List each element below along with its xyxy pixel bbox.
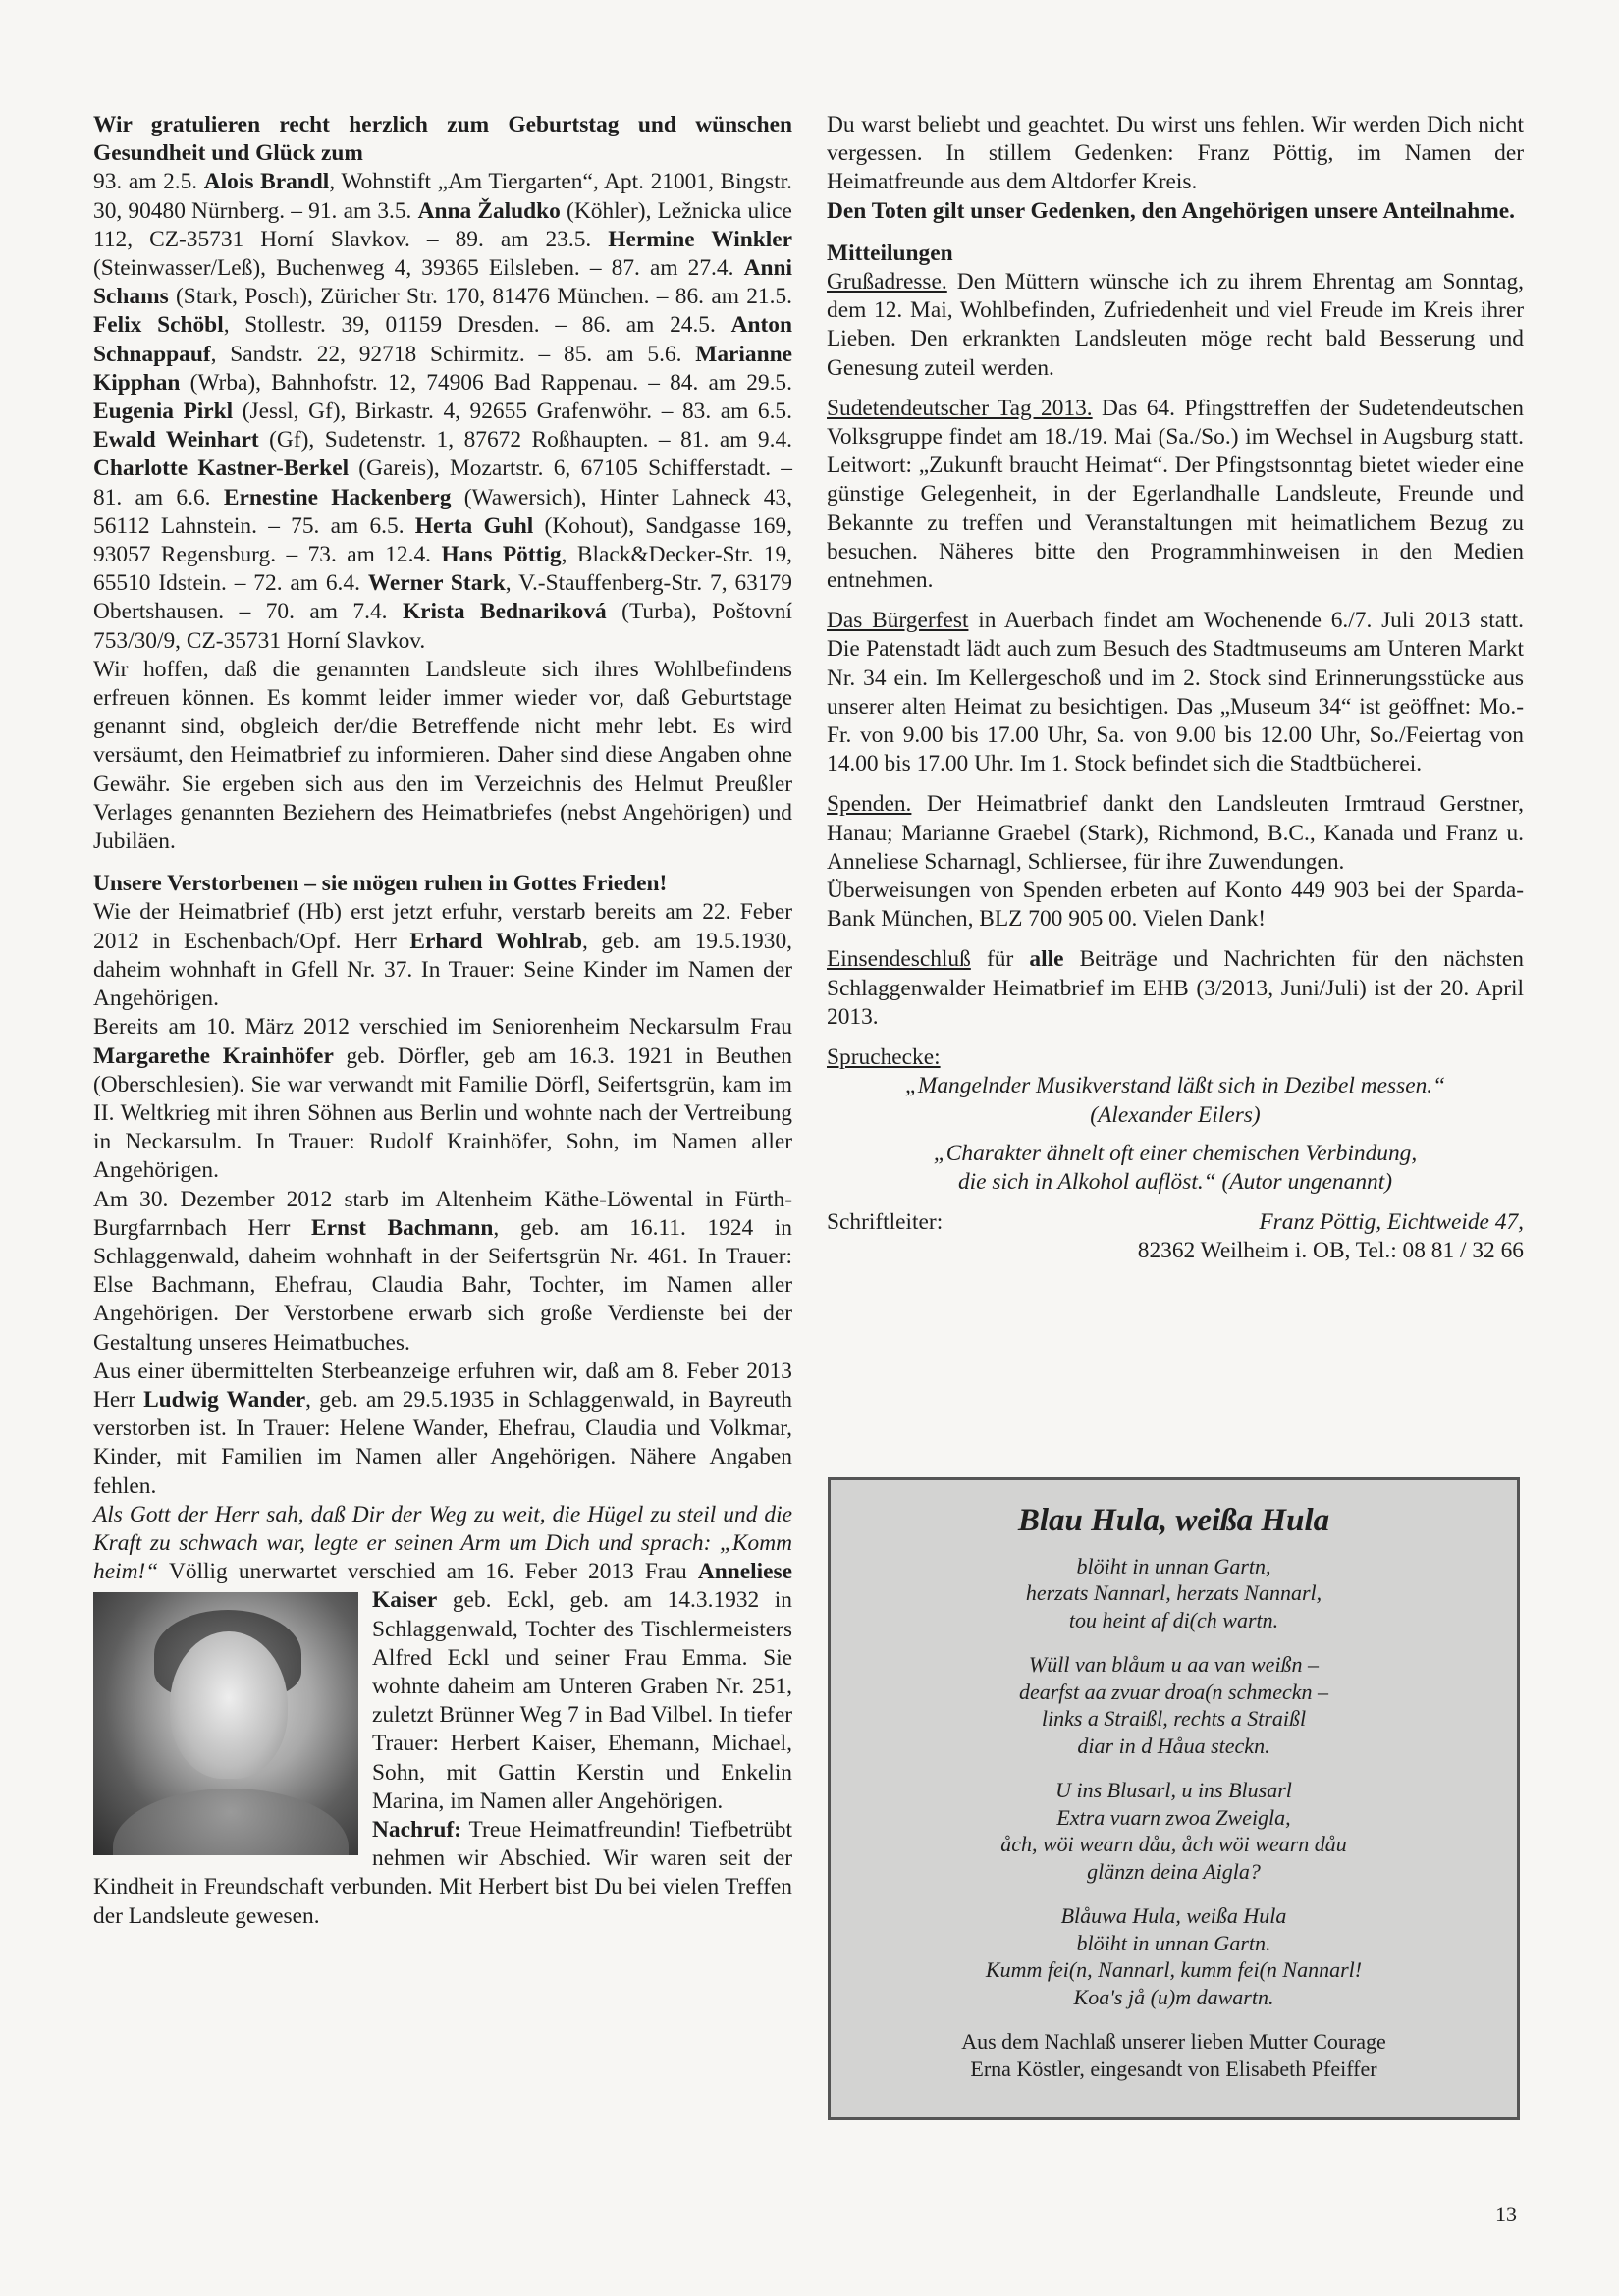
poem-stanzas [831,1553,1517,2011]
poem-line: Extra vuarn zwoa Zweigla, [1056,1804,1291,1830]
poem-footer-1: Aus dem Nachlaß unserer lieben Mutter Courage [961,2029,1386,2054]
poem-line: glänzn deina Aigla? [1087,1858,1261,1884]
deceased-heading: Unsere Verstorbenen – sie mögen ruhen in Gottes Frieden! [93,871,668,897]
poem-line: U ins Blusarl, u ins Blusarl [1055,1778,1292,1802]
quote-music: „Mangelnder Musikverstand läßt sich in Dezibel messen.“ [904,1073,1446,1099]
poem-line: blöiht in unnan Gartn. [1076,1930,1271,1955]
poem-stanza [831,1902,1517,2010]
poem-box [828,1477,1520,2120]
birthday-note: Wir hoffen, daß die genannten Landsleute sich ihres Wohlbefindens erfreuen können. Es kommt leider immer wieder vor, daß Geburtstage genannt sind, obgleich der/die Betreffende nicht mehr lebt. Es wird versäumt, den Heimatbrief zu informieren. Daher sind diese Angaben ohne Gewähr. Sie ergeben sich aus den im Verzeichnis des Helmut Preußler Verlages genannten Beziehern des Heimatbriefes (nebst Angehörigen) und Jubiläen. [93,656,792,855]
poem-title: Blau Hula, weißa Hula [1017,1503,1330,1538]
poem-stanza [831,1777,1517,1885]
poem-stanza [831,1651,1517,1759]
poem-line: tou heint af di(ch wartn. [1068,1607,1279,1632]
poem-line: blöiht in unnan Gartn, [1076,1553,1271,1578]
page-number: 13 [1495,2202,1517,2226]
editor-name: Franz Pöttig, Eichtweide 47, [1259,1209,1524,1236]
birthday-entry: 81. am 6.6. Ernestine Hackenberg (Wawersich), Hinter Lahneck 43, 56112 Lahnstein. – [93,484,792,539]
birthday-entry: 70. am 7.4. Krista Bednariková (Turba), Poštovní 753/30/9, CZ-35731 Horní Slavkov. [93,599,792,654]
obituary-wohlrab: Wie der Heimatbrief (Hb) erst jetzt erfuhr, verstarb bereits am 22. Feber 2012 in Eschenbach/Opf. Herr Erhard Wohlrab, geb. am 19.5.1930, daheim wohnhaft in Gfell Nr. 37. In Trauer: Seine Kinder im Namen der Angehörigen. [93,899,792,1012]
birthday-entry: 89. am 23.5. Hermine Winkler (Steinwasser/Leß), Buchenweg 4, 39365 Eilsleben. – [93,226,792,282]
birthday-entry: 83. am 6.5. Ewald Weinhart (Gf), Sudetenstr. 1, 87672 Roßhaupten. – [93,399,792,454]
poem-line: Blåuwa Hula, weißa Hula [1060,1903,1287,1928]
poem-stanza [831,1553,1517,1634]
editor-line [827,1208,1524,1237]
poem-line: diar in d Håua steckn. [1077,1733,1270,1758]
editor-label: Schriftleiter: [827,1209,944,1236]
einsendeschluss: Einsendeschluß für alle Beiträge und Nachrichten für den nächsten Schlaggenwalder Heimatbrief im EHB (3/2013, Juni/Juli) ist der 20. April 2013. [827,946,1524,1030]
birthday-entry: 73. am 12.4. Hans Pöttig, Black&Decker-Str. 19, 65510 Idstein. – [93,542,792,597]
birthday-list [93,168,792,655]
birthday-entry: 93. am 2.5. Alois Brandl, Wohnstift „Am Tiergarten“, Apt. 21001, Bingstr. 30, 90480 Nürnberg. – [93,169,792,224]
mitteilungen-heading: Mitteilungen [827,240,953,266]
quote-music-author: (Alexander Eilers) [1090,1101,1261,1128]
poem-line: Wüll van blåum u aa van weißn – [1028,1652,1320,1677]
birthday-intro: Wir gratulieren recht herzlich zum Geburtstag und wünschen Gesundheit und Glück zum [93,112,792,167]
poem-line: Koa's jå (u)m dawartn. [1073,1984,1274,2009]
spruchecke-label: Spruchecke: [827,1044,941,1071]
right-column [827,111,1524,1266]
spenden: Spenden. Der Heimatbrief dankt den Landsleuten Irmtraud Gerstner, Hanau; Marianne Graebel (Stark), Richmond, B.C., Kanada und Franz u. Anneliese Scharnagl, Schliersee, für ihre Zuwendungen. [827,791,1524,875]
birthday-entry: 86. am 24.5. Anton Schnappauf, Sandstr. 22, 92718 Schirmitz. – [93,312,792,367]
poem-line: åch, wöi wearn dåu, åch wöi wearn dåu [1000,1832,1347,1856]
condolence-line: Den Toten gilt unser Gedenken, den Angehörigen unsere Anteilnahme. [827,197,1515,224]
grussadresse: Grußadresse. Den Müttern wünsche ich zu ihrem Ehrentag am Sonntag, dem 12. Mai, Wohlbefinden, Zufriedenheit und viel Freude im Kreis ihrer Lieben. Den erkrankten Landsleuten möge recht bald Besserung und Genesung zuteil werden. [827,269,1524,381]
obituary-bachmann: Am 30. Dezember 2012 starb im Altenheim Käthe-Löwental in Fürth-Burgfarrnbach Herr Ernst Bachmann, geb. am 16.11. 1924 in Schlaggenwald, daheim wohnhaft in der Seifertsgrün Nr. 461. In Trauer: Else Bachmann, Ehefrau, Claudia Bahr, Tochter, im Namen aller Angehörigen. Der Verstorbene erwarb sich große Verdienste bei der Gestaltung unseres Heimatbuches. [93,1186,792,1356]
birthday-entry: 87. am 27.4. Anni Schams (Stark, Posch), Züricher Str. 170, 81476 München. – [93,255,792,310]
ueberweisung: Überweisungen von Spenden erbeten auf Konto 449 903 bei der Sparda-Bank München, BLZ 700 905 00. Vielen Dank! [827,878,1524,933]
poem-line: dearfst aa zvuar droa(n schmeckn – [1018,1679,1329,1704]
sudetendeutscher-tag: Sudetendeutscher Tag 2013. Das 64. Pfingsttreffen der Sudetendeutschen Volksgruppe findet am 18./19. Mai (Sa./So.) im Wechsel in Augsburg statt. Leitwort: „Zukunft braucht Heimat“. Der Pfingstsonntag bietet wieder eine günstige Gelegenheit, in der Egerlandhalle Landsleute, Freunde und Bekannte zu treffen und Veranstaltungen mit heimatlichem Bezug zu besuchen. Näheres bitte den Programmhinweisen in den Medien entnehmen. [827,395,1524,594]
birthday-entry: 72. am 6.4. Werner Stark, V.-Stauffenberg-Str. 7, 63179 Obertshausen. – [93,570,792,625]
poem-footer-2: Erna Köstler, eingesandt von Elisabeth Pfeiffer [970,2056,1377,2081]
editor-address: 82362 Weilheim i. OB, Tel.: 08 81 / 32 66 [1137,1238,1524,1264]
obituary-kaiser: Als Gott der Herr sah, daß Dir der Weg zu weit, die Hügel zu steil und die Kraft zu schwach war, legte er seinen Arm um Dich und sprach: „Komm heim!“ Völlig unerwartet verschied am 16. Feber 2013 Frau Anneliese Kaiser geb. Eckl, geb. am 14.3.1932 in Schlaggenwald, Tochter des Tischlermeisters Alfred Eckl und seiner Frau Emma. Sie wohnte daheim am Unteren Graben Nr. 251, zuletzt Brünner Weg 7 in Bad Vilbel. In tiefer Trauer: Herbert Kaiser, Ehemann, Michael, Sohn, mit Gattin Kerstin und Enkelin Marina, im Namen aller Angehörigen. [93,1501,792,1816]
nachruf-continued: Du warst beliebt und geachtet. Du wirst uns fehlen. Wir werden Dich nicht vergessen. In stillem Gedenken: Franz Pöttig, im Namen der Heimatfreunde aus dem Altdorfer Kreis. [827,112,1524,195]
nachruf: Nachruf: Treue Heimatfreundin! Tiefbetrübt nehmen wir Abschied. Wir waren seit der Kindheit in Freundschaft verbunden. Mit Herbert bist Du bei vielen Treffen der Landsleute gewesen. [93,1816,792,1929]
birthday-entry: 91. am 3.5. Anna Žaludko (Köhler), Ležnicka ulice 112, CZ-35731 Horní Slavkov. – [93,197,792,252]
birthday-entry: 81. am 9.4. Charlotte Kastner-Berkel (Gareis), Mozartstr. 6, 67105 Schifferstadt. – [93,427,792,482]
poem-line: herzats Nannarl, herzats Nannarl, [1025,1580,1322,1605]
poem-line: Kumm fei(n, Nannarl, kumm fei(n Nannarl! [985,1957,1363,1982]
poem-line: links a Straißl, rechts a Straißl [1041,1706,1307,1731]
quote-character-1: „Charakter ähnelt oft einer chemischen Verbindung, [933,1140,1418,1166]
obituary-krainhoefer: Bereits am 10. März 2012 verschied im Seniorenheim Neckarsulm Frau Margarethe Krainhöfer geb. Dörfler, geb am 16.3. 1921 in Beuthen (Oberschlesien). Sie war verwandt mit Familie Dörfl, Seifertsgrün, kam im II. Weltkrieg mit ihren Söhnen aus Berlin und wohnte nach der Vertreibung in Neckarsulm. In Trauer: Rudolf Krainhöfer, Sohn, im Namen aller Angehörigen. [93,1014,793,1184]
buergerfest: Das Bürgerfest in Auerbach findet am Wochenende 6./7. Juli 2013 statt. Die Patenstadt lädt auch zum Besuch des Stadtmuseums am Unteren Markt Nr. 34 ein. Im Kellergeschoß und im 2. Stock sind Erinnerungsstücke aus unserer alten Heimat zu besichtigen. Das „Museum 34“ ist geöffnet: Mo.-Fr. von 9.00 bis 17.00 Uhr, Sa. von 9.00 bis 12.00 Uhr, So./Feiertag von 14.00 bis 17.00 Uhr. Im 1. Stock befindet sich die Stadtbücherei. [827,608,1524,777]
portrait-photo [93,1592,358,1855]
birthday-entry: 86. am 21.5. Felix Schöbl, Stollestr. 39, 01159 Dresden. – [93,284,792,339]
birthday-entry: 75. am 6.5. Herta Guhl (Kohout), Sandgasse 169, 93057 Regensburg. – [93,512,792,568]
obituary-wander: Aus einer übermittelten Sterbeanzeige erfuhren wir, daß am 8. Feber 2013 Herr Ludwig Wander, geb. am 29.5.1935 in Schlaggenwald, in Bayreuth verstorben ist. In Trauer: Helene Wander, Ehefrau, Claudia und Volkmar, Kinder, mit Familien im Namen aller Angehörigen. Nähere Angaben fehlen. [93,1358,792,1499]
left-column [93,111,792,1931]
birthday-entry: 84. am 29.5. Eugenia Pirkl (Jessl, Gf), Birkastr. 4, 92655 Grafenwöhr. – [93,369,792,425]
birthday-entry: 85. am 5.6. Marianne Kipphan (Wrba), Bahnhofstr. 12, 74906 Bad Rappenau. – [93,341,792,396]
quote-character-2: die sich in Alkohol auflöst.“ (Autor ungenannt) [957,1168,1392,1195]
